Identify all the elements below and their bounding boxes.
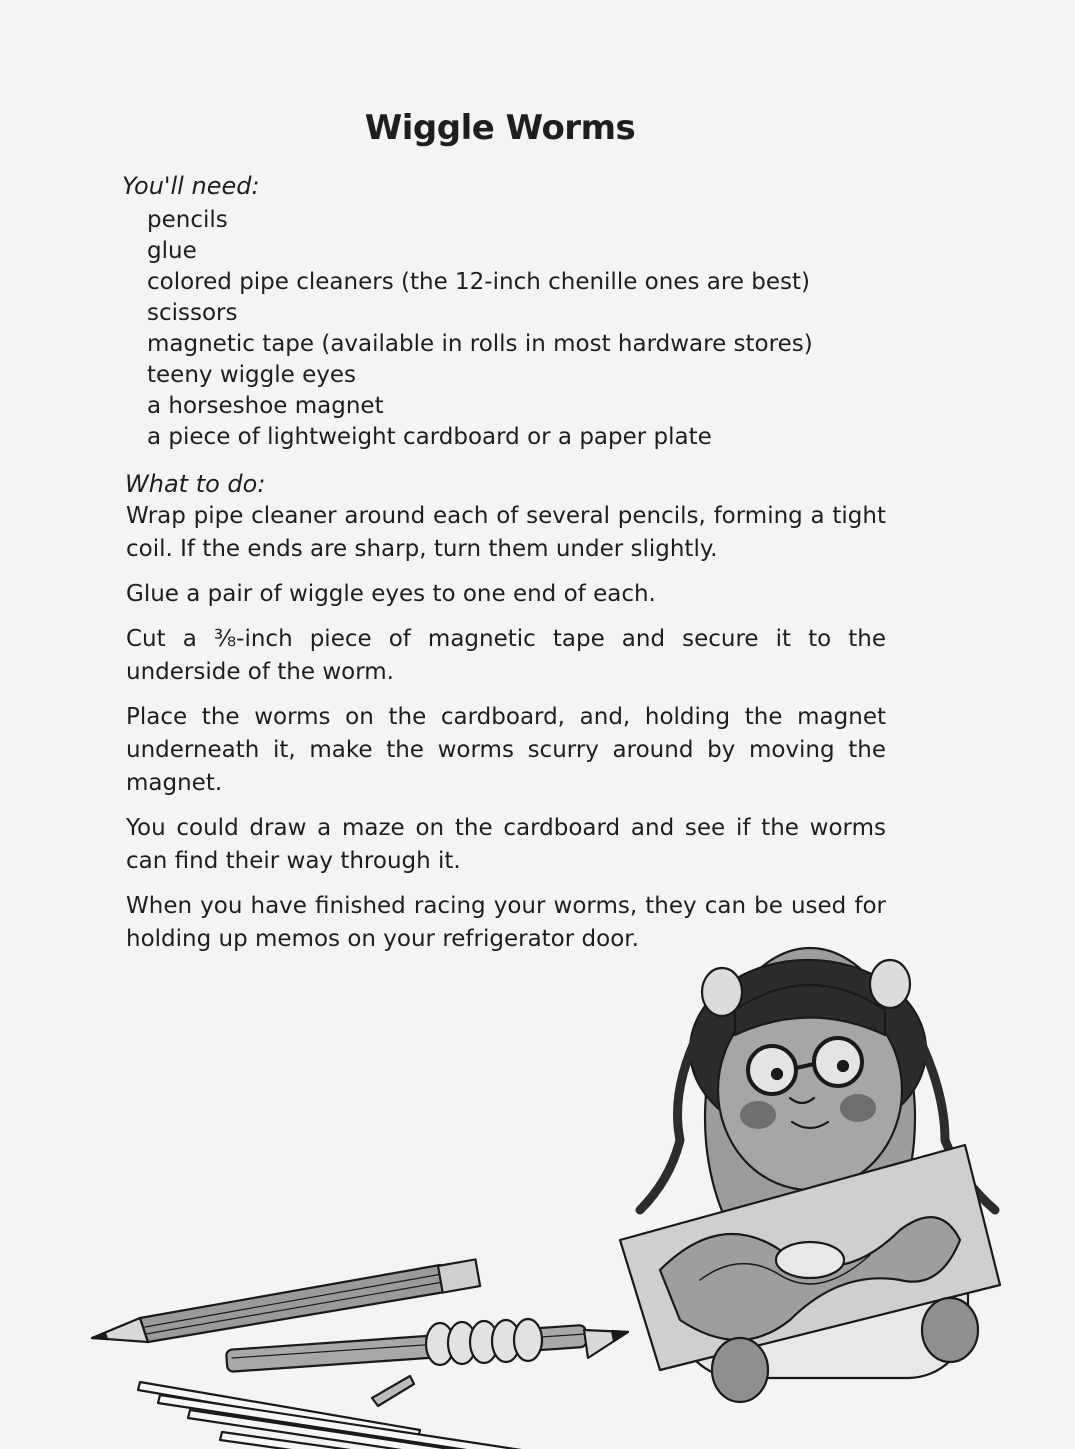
list-item: a horseshoe magnet [147,393,384,419]
materials-list [147,205,813,453]
page-title: Wiggle Worms [364,108,636,148]
list-item: colored pipe cleaners (the 12-inch chenille ones are best) [147,269,811,295]
craft-illustration [0,940,1075,1449]
instruction-step: Cut a ⅜-inch piece of magnetic tape and secure it to the underside of the worm. [126,626,886,685]
list-item: pencils [147,207,228,233]
materials-heading: You'll need: [122,172,260,200]
pipe-cleaner-illustration [138,1382,600,1449]
list-item: a piece of lightweight cardboard or a paper plate [147,424,712,450]
list-item: scissors [147,300,238,326]
list-item: teeny wiggle eyes [147,362,356,388]
list-item: glue [147,238,197,264]
pencil-with-coil-illustration [226,1319,628,1406]
instruction-step: Glue a pair of wiggle eyes to one end of each. [126,581,656,607]
pencil-illustration [92,1259,480,1342]
instruction-step: Wrap pipe cleaner around each of several pencils, forming a tight coil. If the ends are sharp, turn them under slightly. [126,503,886,562]
instruction-step: You could draw a maze on the cardboard and see if the worms can find their way through it. [126,815,886,874]
instructions [126,500,886,968]
instruction-step: Place the worms on the cardboard, and, holding the magnet underneath it, make the worms scurry around by moving the magnet. [126,704,886,796]
girl-illustration [620,948,1000,1402]
list-item: magnetic tape (available in rolls in most hardware stores) [147,331,813,357]
instructions-heading: What to do: [125,470,266,498]
instruction-step: When you have finished racing your worms, they can be used for holding up memos on your refrigerator door. [126,893,886,952]
